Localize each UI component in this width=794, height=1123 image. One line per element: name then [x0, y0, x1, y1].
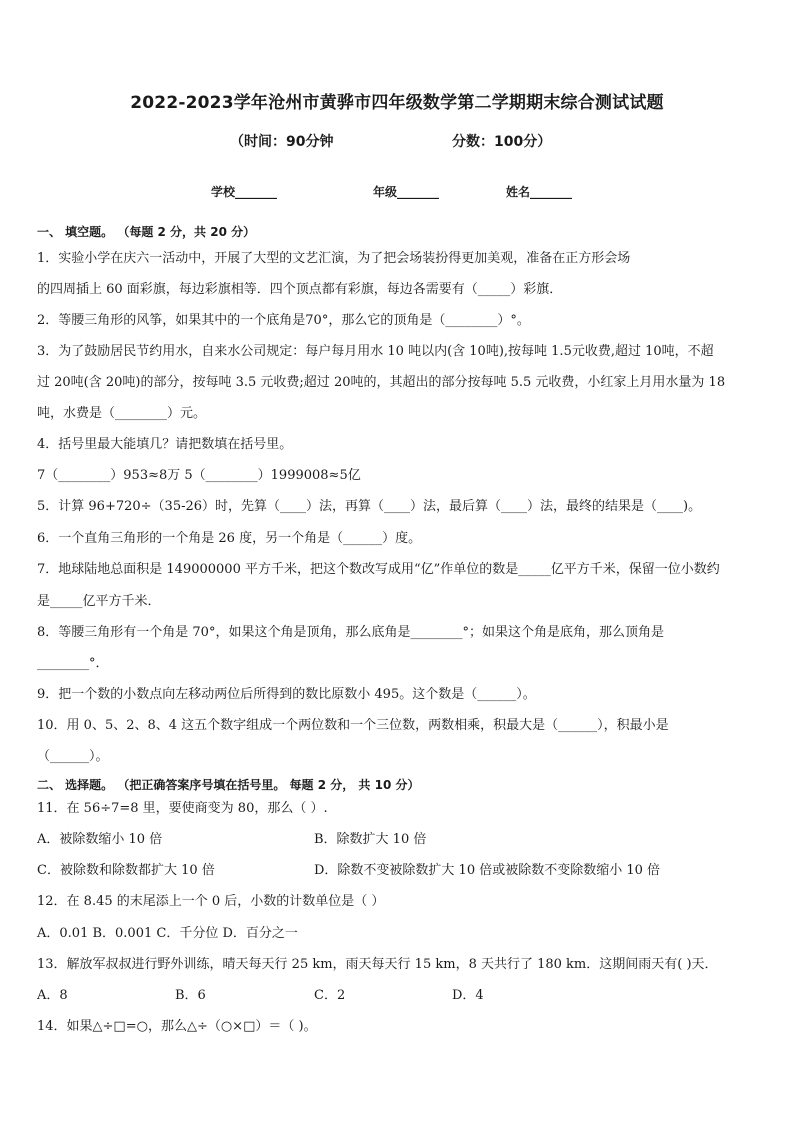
- option-d: D．4: [452, 988, 484, 1003]
- section-2-heading: 二、 选择题。 （把正确答案序号填在括号里。 每题 2 分， 共 10 分）: [37, 778, 420, 792]
- section-1-heading: 一、 填空题。 （每题 2 分，共 20 分）: [37, 225, 256, 239]
- question-line: 7（________）953≈8万 5（________）1999008≈5亿: [37, 468, 361, 483]
- name-field: 姓名_______: [506, 185, 573, 199]
- question-line: 9．把一个数的小数点向左移动两位后所得到的数比原数小 495。这个数是（______）。: [37, 687, 536, 702]
- question-line: 7．地球陆地总面积是 149000000 平方千米，把这个数改写成用“亿”作单位的数是_____亿平方千米，保留一位小数约: [37, 562, 720, 577]
- question-14: 14．如果△÷□=○，那么△÷（○×□）＝（ )。: [37, 1019, 317, 1034]
- question-line: 吨，水费是（________）元。: [37, 406, 207, 421]
- option-b: B．6: [175, 988, 206, 1003]
- question-line: 过 20吨(含 20吨)的部分，按每吨 3.5 元收费;超过 20吨的，其超出的部分按每吨 5.5 元收费，小红家上月用水量为 18: [37, 375, 726, 390]
- question-11: 11．在 56÷7=8 里，要使商变为 80，那么（ ）.: [37, 801, 328, 816]
- question-13: 13．解放军叔叔进行野外训练，晴天每天行 25 km，雨天每天行 15 km，8 天共行了 180 km．这期间雨天有( )天．: [37, 957, 718, 972]
- question-line: 6．一个直角三角形的一个角是 26 度，另一个角是（______）度。: [37, 531, 422, 546]
- question-line: 10．用 0、5、2、8、4 这五个数字组成一个两位数和一个三位数，两数相乘，积最大是（______），积最小是: [37, 718, 669, 733]
- exam-time: （时间：90分钟: [230, 134, 334, 150]
- question-line: 的四周插上 60 面彩旗，每边彩旗相等．四个顶点都有彩旗，每边各需要有（_____）彩旗．: [37, 282, 563, 297]
- question-12: 12．在 8.45 的末尾添上一个 0 后，小数的计数单位是（ ）: [37, 894, 385, 909]
- option-a: A．8: [37, 988, 68, 1003]
- page-title: 2022-2023学年沧州市黄骅市四年级数学第二学期期末综合测试试题: [130, 93, 664, 113]
- question-line: （______）。: [37, 749, 109, 764]
- option-a: A．被除数缩小 10 倍: [37, 832, 163, 847]
- grade-field: 年级_______: [373, 185, 440, 199]
- question-line: 1．实验小学在庆六一活动中，开展了大型的文艺汇演，为了把会场装扮得更加美观，准备在正方形会场: [37, 251, 631, 266]
- question-line: 2．等腰三角形的风筝，如果其中的一个底角是70°，那么它的顶角是（________）°。: [37, 313, 530, 328]
- question-line: 5．计算 96+720÷（35-26）时，先算（____）法，再算（____）法，最后算（____）法，最终的结果是（____)。: [37, 499, 702, 514]
- question-line: ________°．: [37, 656, 109, 671]
- question-line: 8．等腰三角形有一个角是 70°，如果这个角是顶角，那么底角是________°；如果这个角是底角，那么顶角是: [37, 625, 664, 640]
- exam-score: 分数：100分）: [452, 134, 552, 150]
- question-12-options: A．0.01 B．0.001 C．千分位 D．百分之一: [37, 926, 298, 941]
- question-line: 是_____亿平方千米．: [37, 594, 161, 609]
- question-line: 3．为了鼓励居民节约用水，自来水公司规定：每户每月用水 10 吨以内(含 10吨),按每吨 1.5元收费,超过 10吨，不超: [37, 344, 714, 359]
- question-line: 4．括号里最大能填几？请把数填在括号里。: [37, 437, 293, 452]
- option-c: C．2: [314, 988, 346, 1003]
- option-d: D．除数不变被除数扩大 10 倍或被除数不变除数缩小 10 倍: [314, 863, 661, 878]
- option-c: C．被除数和除数都扩大 10 倍: [37, 863, 215, 878]
- option-b: B．除数扩大 10 倍: [314, 832, 427, 847]
- school-field: 学校_______: [211, 185, 278, 199]
